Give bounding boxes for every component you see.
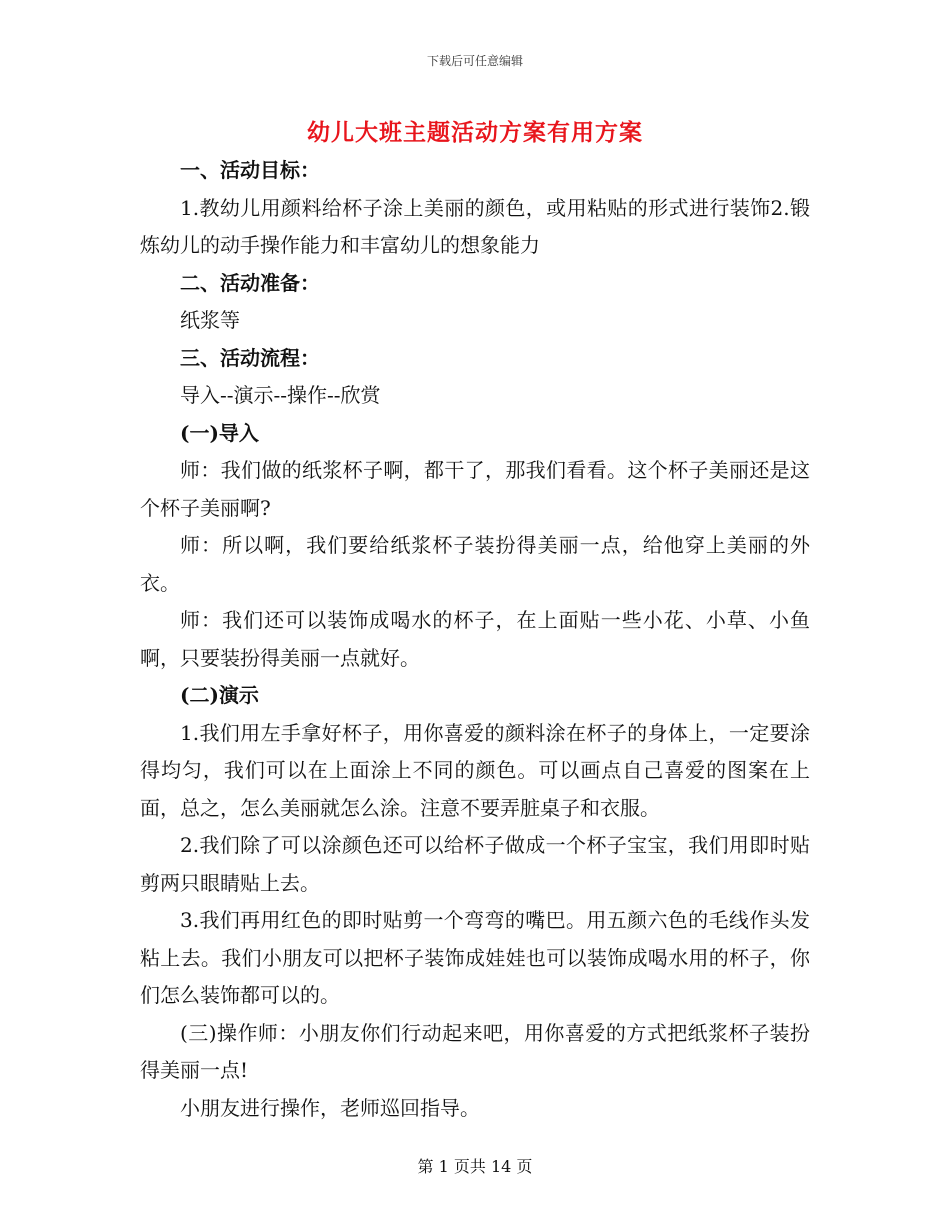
section-heading-process: 三、活动流程：	[180, 345, 320, 370]
section-heading-goals: 一、活动目标：	[180, 158, 320, 182]
paragraph: 小朋友进行操作，老师巡回指导。	[180, 1095, 480, 1120]
paragraph: 师：我们做的纸浆杯子啊，都干了，那我们看看。这个杯子美丽还是这个杯子美丽啊?	[140, 458, 810, 520]
paragraph: 2.我们除了可以涂颜色还可以给杯子做成一个杯子宝宝，我们用即时贴剪两只眼睛贴上去。	[140, 833, 810, 895]
paragraph: 导入--演示--操作--欣赏	[180, 383, 381, 407]
subheading-intro: (一)导入	[180, 420, 259, 445]
paragraph: 纸浆等	[180, 308, 240, 332]
document-title: 幼儿大班主题活动方案有用方案	[307, 119, 643, 146]
header-note: 下载后可任意编辑	[426, 54, 523, 68]
paragraph: 师：所以啊，我们要给纸浆杯子装扮得美丽一点，给他穿上美丽的外衣。	[140, 533, 810, 595]
document-body	[140, 152, 810, 1127]
paragraph: 3.我们再用红色的即时贴剪一个弯弯的嘴巴。用五颜六色的毛线作头发粘上去。我们小朋友可以把杯子装饰成娃娃也可以装饰成喝水用的杯子，你们怎么装饰都可以的。	[140, 908, 810, 1007]
subheading-demo: (二)演示	[180, 683, 259, 707]
paragraph: (三)操作师：小朋友你们行动起来吧，用你喜爱的方式把纸浆杯子装扮得美丽一点!	[140, 1020, 810, 1082]
page-footer: 第 1 页共 14 页	[417, 1157, 533, 1176]
paragraph: 1.我们用左手拿好杯子，用你喜爱的颜料涂在杯子的身体上，一定要涂得均匀，我们可以在上面涂上不同的颜色。可以画点自己喜爱的图案在上面，总之，怎么美丽就怎么涂。注意不要弄脏桌子和衣服。	[140, 720, 810, 820]
paragraph: 1.教幼儿用颜料给杯子涂上美丽的颜色，或用粘贴的形式进行装饰2.锻炼幼儿的动手操作能力和丰富幼儿的想象能力	[140, 195, 810, 257]
section-heading-preparation: 二、活动准备：	[180, 270, 320, 295]
paragraph: 师：我们还可以装饰成喝水的杯子，在上面贴一些小花、小草、小鱼啊，只要装扮得美丽一点就好。	[140, 608, 810, 670]
